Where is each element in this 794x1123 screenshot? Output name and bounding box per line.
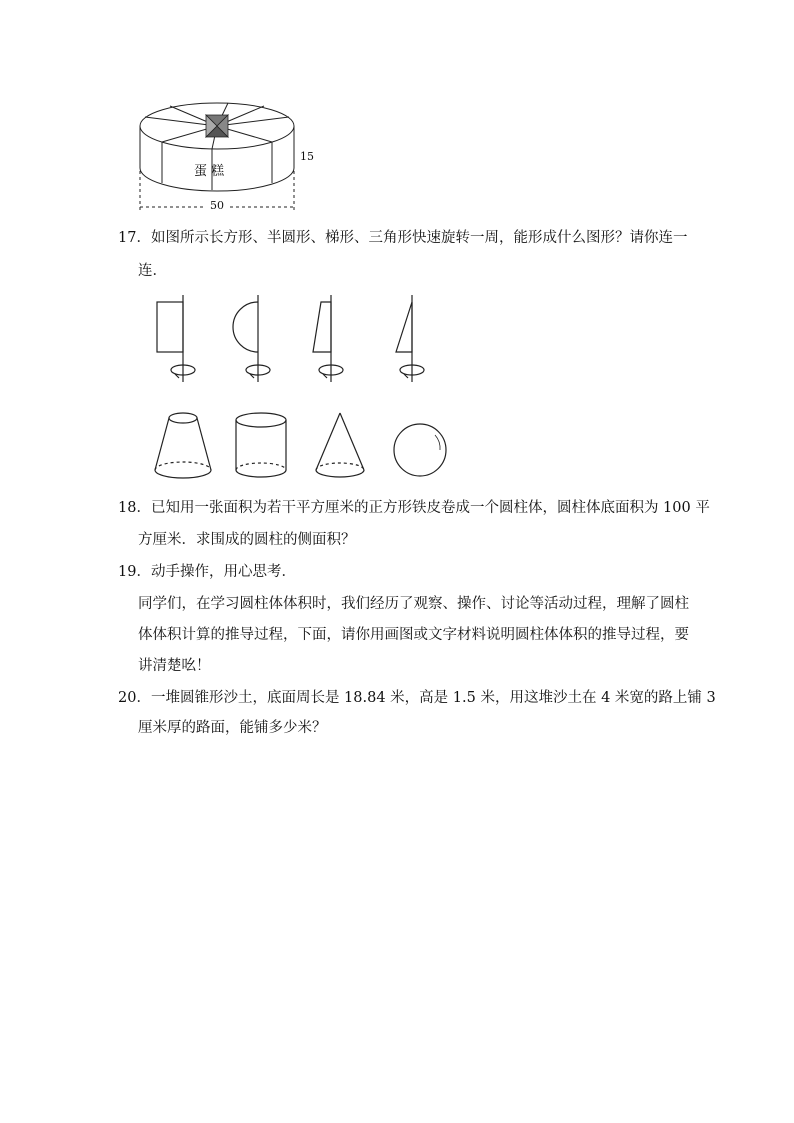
cylinder-solid: [236, 413, 286, 477]
cake-label: 蛋 糕: [194, 164, 225, 179]
q19-line1: 同学们，在学习圆柱体体积时，我们经历了观察、操作、讨论等活动过程，理解了圆柱: [138, 596, 689, 612]
rotation-shapes-figure: [145, 290, 445, 385]
rectangle-shape: [157, 295, 195, 382]
q18-line2: 方厘米．求围成的圆柱的侧面积？: [138, 532, 356, 548]
sphere-solid: [394, 424, 446, 476]
q17-line1: 17．如图所示长方形、半圆形、梯形、三角形快速旋转一周，能形成什么图形？请你连一: [118, 230, 688, 246]
cone-solid: [316, 413, 364, 477]
triangle-shape: [396, 295, 424, 382]
q20-line1: 20．一堆圆锥形沙土，底面周长是 18.84 米，高是 1.5 米，用这堆沙土在 4 米宽的路上铺 3: [118, 690, 716, 706]
semicircle-shape: [233, 295, 270, 382]
q19-title: 19．动手操作，用心思考．: [118, 564, 296, 580]
q18-line1: 18．已知用一张面积为若干平方厘米的正方形铁皮卷成一个圆柱体，圆柱体底面积为 100 平: [118, 500, 710, 516]
cake-figure: [130, 95, 330, 215]
cake-bow-icon: [206, 115, 228, 137]
q17-line2: 连．: [138, 263, 167, 279]
q19-line3: 讲清楚吆！: [138, 658, 211, 674]
cake-width-label: 50: [210, 199, 224, 212]
q20-line2: 厘米厚的路面，能铺多少米？: [138, 720, 327, 736]
solids-figure: [150, 410, 460, 485]
trapezoid-shape: [313, 295, 343, 382]
frustum-solid: [155, 413, 211, 478]
cake-height-label: 15: [300, 150, 314, 163]
q19-line2: 体体积计算的推导过程，下面，请你用画图或文字材料说明圆柱体体积的推导过程，要: [138, 627, 689, 643]
